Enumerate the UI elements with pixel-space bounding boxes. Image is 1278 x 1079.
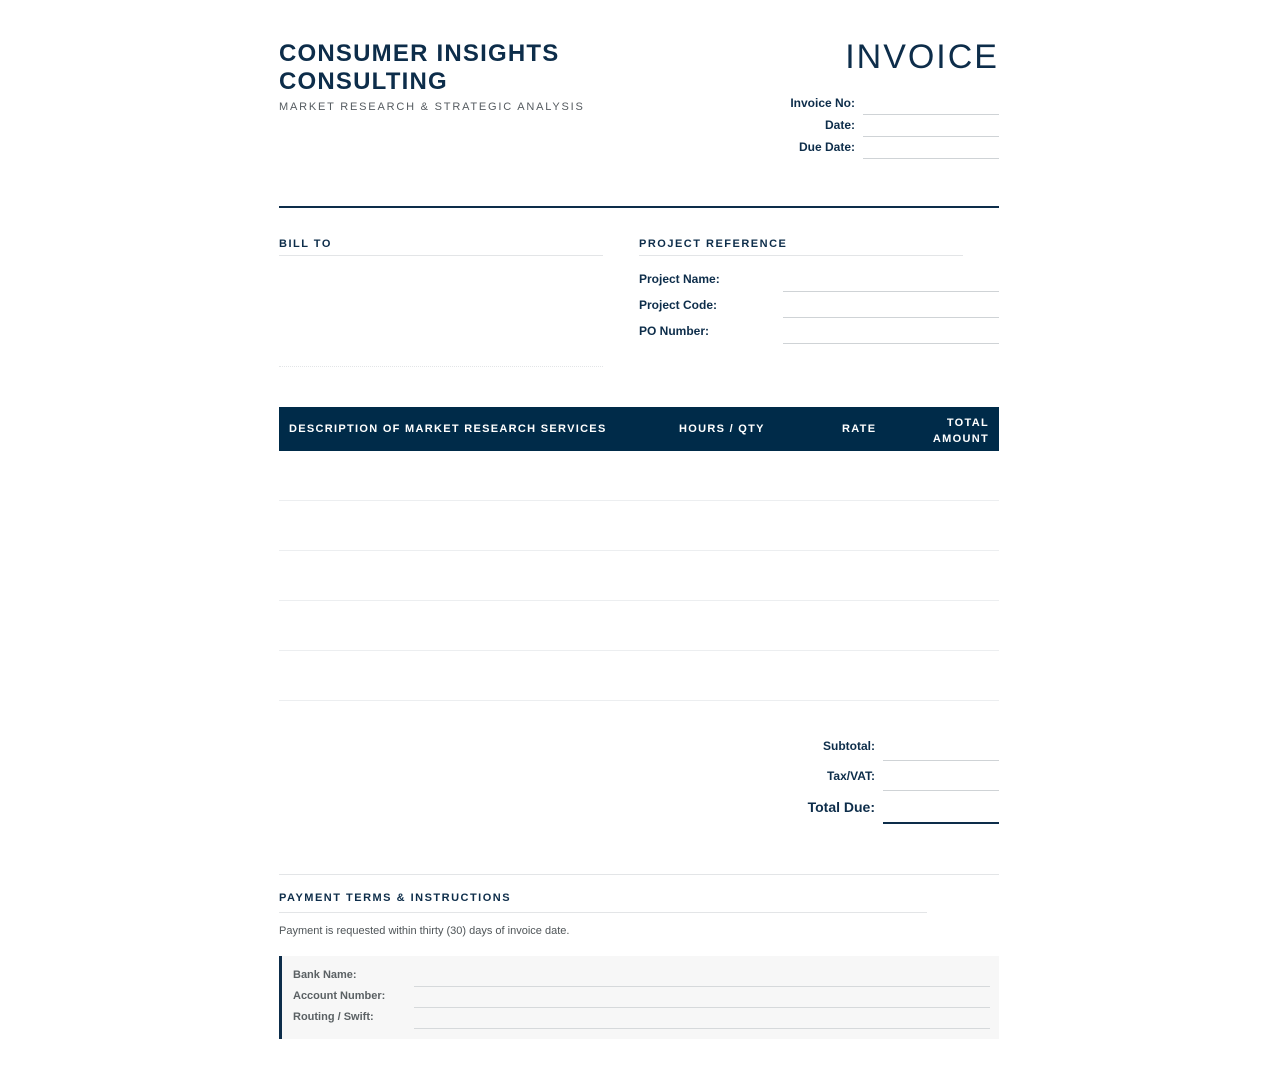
table-row[interactable]	[279, 501, 999, 550]
header-divider	[279, 206, 999, 208]
project-reference-rule	[639, 255, 963, 256]
due-date-field[interactable]	[863, 158, 999, 159]
project-code-label: Project Code:	[639, 298, 718, 312]
column-total-line1: TOTAL	[946, 417, 989, 429]
project-name-field[interactable]	[783, 291, 999, 292]
tax-field[interactable]	[883, 790, 999, 791]
table-row[interactable]	[279, 451, 999, 500]
bill-to-rule	[279, 255, 603, 256]
company-name	[279, 40, 619, 96]
invoice-number-row	[739, 93, 999, 115]
po-number-field[interactable]	[783, 343, 999, 344]
subtotal-label: Subtotal:	[823, 739, 875, 753]
bill-to-heading: BILL TO	[279, 238, 332, 250]
table-row[interactable]	[279, 651, 999, 700]
payment-terms-rule	[279, 912, 927, 913]
bill-to-bottom-rule	[279, 366, 603, 367]
bank-details-box	[279, 956, 999, 1039]
total-due-label: Total Due:	[807, 799, 875, 815]
column-rate: RATE	[842, 423, 877, 435]
column-total-line2: AMOUNT	[932, 433, 989, 445]
account-number-field[interactable]	[414, 1007, 990, 1008]
company-tagline: MARKET RESEARCH & STRATEGIC ANALYSIS	[279, 101, 585, 113]
payment-top-rule	[279, 874, 999, 875]
tax-label: Tax/VAT:	[826, 769, 875, 783]
routing-swift-label: Routing / Swift:	[293, 1011, 374, 1023]
column-hours-qty: HOURS / QTY	[679, 423, 765, 435]
invoice-date-label: Date:	[824, 118, 855, 132]
invoice-title: INVOICE	[845, 38, 999, 76]
company-name-line2: CONSULTING	[279, 68, 448, 95]
payment-terms-heading: PAYMENT TERMS & INSTRUCTIONS	[279, 892, 512, 904]
table-row[interactable]	[279, 551, 999, 600]
row-divider	[279, 700, 999, 701]
bank-name-label: Bank Name:	[293, 969, 357, 981]
column-total-amount	[933, 417, 989, 445]
subtotal-field[interactable]	[883, 760, 999, 761]
project-code-field[interactable]	[783, 317, 999, 318]
project-reference-heading: PROJECT REFERENCE	[639, 238, 788, 250]
bank-name-field[interactable]	[414, 986, 990, 987]
company-name-line1: CONSUMER INSIGHTS	[279, 40, 560, 67]
routing-swift-field[interactable]	[414, 1028, 990, 1029]
account-number-label: Account Number:	[293, 990, 386, 1002]
due-date-row	[739, 137, 999, 159]
invoice-date-row	[739, 115, 999, 137]
table-row[interactable]	[279, 601, 999, 650]
project-name-label: Project Name:	[639, 272, 720, 286]
po-number-label: PO Number:	[639, 324, 710, 338]
column-description: DESCRIPTION OF MARKET RESEARCH SERVICES	[289, 423, 607, 435]
invoice-number-label: Invoice No:	[790, 96, 855, 110]
services-table-header	[279, 407, 999, 451]
invoice-page	[279, 0, 999, 1079]
due-date-label: Due Date:	[798, 140, 855, 154]
payment-terms-text: Payment is requested within thirty (30) days of invoice date.	[279, 925, 570, 937]
total-due-field[interactable]	[883, 822, 999, 824]
